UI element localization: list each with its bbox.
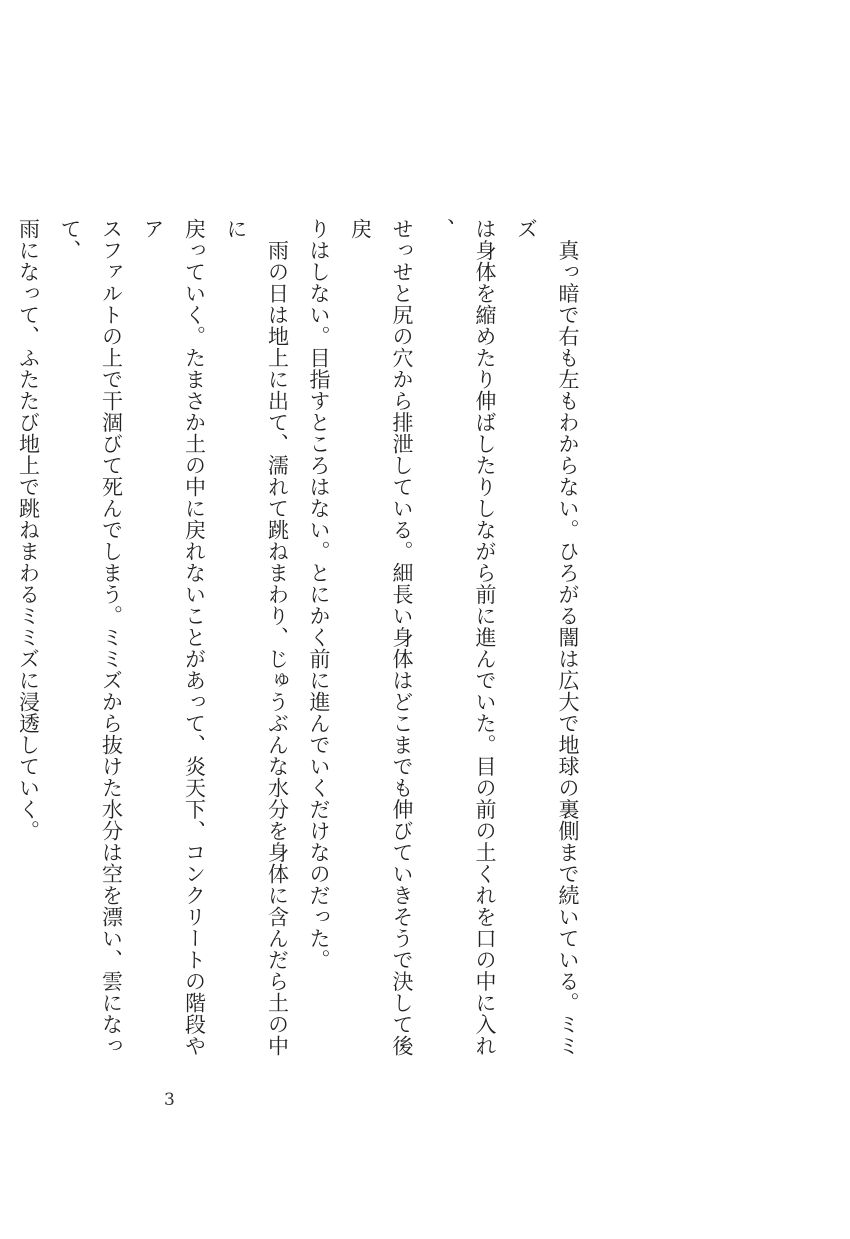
body-text bbox=[0, 218, 588, 1060]
page-number: 3 bbox=[164, 1090, 175, 1110]
text-line: は身体を縮めたり伸ばしたりしながら前に進んでいた。目の前の土くれを口の中に入れ、 bbox=[431, 218, 497, 1057]
text-line: 真っ暗で右も左もわからない。ひろがる闇は広大で地球の裏側まで続いている。ミミズ bbox=[514, 218, 580, 1057]
text-line: スファルトの上で干涸びて死んでしまう。ミミズから抜けた水分は空を漂い、雲になって、 bbox=[58, 218, 124, 1057]
text-line: 戻っていく。たまさか土の中に戻れないことがあって、炎天下、コンクリートの階段やア bbox=[141, 218, 207, 1057]
text-line: りはしない。目指すところはない。とにかく前に進んでいくだけなのだった。 bbox=[307, 218, 331, 971]
text-line: せっせと尻の穴から排泄している。細長い身体はどこまでも伸びていきそうで決して後戻 bbox=[348, 218, 414, 1057]
text-line: 雨になって、ふたたび地上で跳ねまわるミミズに浸透していく。 bbox=[16, 218, 41, 842]
text-line: 雨の日は地上に出て、濡れて跳ねまわり、じゅうぶんな水分を身体に含んだら土の中に bbox=[224, 218, 290, 1057]
text-line bbox=[0, 218, 7, 1060]
